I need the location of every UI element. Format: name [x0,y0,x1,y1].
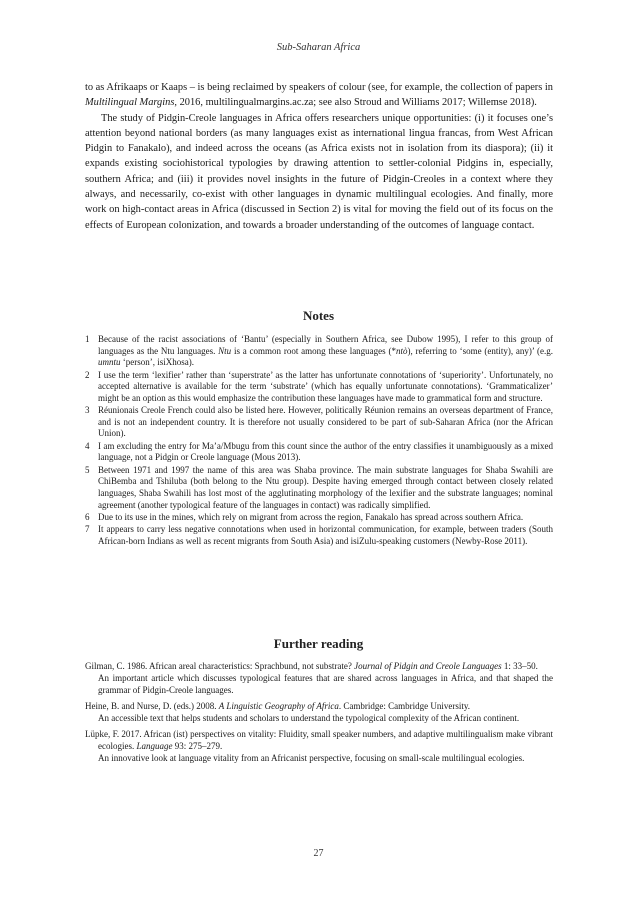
running-head: Sub-Saharan Africa [276,42,361,53]
note-text: Due to its use in the mines, which rely on migrant from across the region, Fanakalo has spread across southern Africa. [98,511,524,522]
note-item [85,334,553,369]
note-number: 7 [85,524,90,535]
note-term: Ntu [218,345,232,356]
citation-title: A Linguistic Geography of Africa [218,700,339,711]
note-number: 5 [85,464,90,475]
body-paragraph [85,80,553,111]
note-term: umntu [98,357,121,368]
citation-text: . Cambridge: Cambridge University. [338,700,471,711]
note-text: ‘person’, isiXhosa). [120,357,194,368]
note-item [85,441,553,464]
note-item [85,405,553,440]
citation-text: Heine, B. and Nurse, D. (eds.) 2008. [85,700,219,711]
note-term: ntò [395,345,408,356]
journal-title: Multilingual Margins [85,97,175,109]
citation-text: Lüpke, F. 2017. African (ist) perspectives on vitality: Fluidity, small speaker numbers, and adaptive multilingualism make vibrant ecologies. [85,728,553,751]
body-text-span: , 2016, multilingualmargins.ac.za; see also Stroud and Williams 2017; Willemse 2018). [174,97,537,109]
citation-text: 1: 33–50. [501,661,538,671]
note-number: 4 [85,440,90,451]
note-number: 3 [85,405,90,416]
citation-text: Gilman, C. 1986. African areal characteristics: Sprachbund, not substrate? [85,661,355,671]
note-number: 2 [85,369,90,380]
body-text [85,80,553,233]
citation-title: Journal of Pidgin and Creole Languages [354,661,502,671]
reading-entry [85,661,553,696]
note-number: 6 [85,511,90,522]
reading-citation [85,729,553,753]
note-text: I use the term ‘lexifier’ rather than ‘superstrate’ as the latter has unfortunate connotations of ‘superiority’. Unfortunately, no accepted alternative is available for the term ‘substrate’ (which has equally unfortunate connotations). ‘Grammaticalizer’ might be an option as this would emphasize the contribution these languages have made to grammatical form and structure. [98,369,553,403]
citation-text: 93: 275–279. [172,740,223,751]
reading-annotation: An accessible text that helps students and scholars to understand the typological complexity of the African continent. [98,712,520,723]
note-number: 1 [85,334,90,344]
note-text: It appears to carry less negative connotations when used in horizontal communication, for example, between traders (South African-born Indians as well as recent migrants from South Asia) and isiZulu-speaking customers (Newby-Rose 2011). [98,524,553,546]
notes-heading: Notes [302,308,335,323]
reading-annotation: An innovative look at language vitality from an Africanist perspective, focusing on small-scale multilingual ecologies. [98,752,525,763]
reading-entry [85,701,553,725]
note-text: Between 1971 and 1997 the name of this area was Shaba province. The main substrate languages for Shaba Swahili are ChiBemba and Tshiluba (both belong to the Ntu group). Despite having emerged through contact between closely related languages, Shaba Swahili has lost most of the agglutinating morphology of the lexifier and the substrate languages; nominal agreement (another typological feature of the languages in contact) was radically simplified. [98,464,553,510]
note-item [85,524,553,547]
body-text-span: to as Afrikaaps or Kaaps – is being reclaimed by speakers of colour (see, for example, the collection of papers in [85,82,553,93]
note-item [85,370,553,405]
note-item [85,465,553,511]
note-text: I am excluding the entry for Ma’a/Mbugu from this count since the author of the entry classifies it unambiguously as a mixed language, not a Pidgin or Creole language (Mous 2013). [98,440,553,463]
further-reading-heading: Further reading [273,636,364,651]
note-text: Because of the racist associations of ‘Bantu’ (especially in Southern Africa, see Dubow 1995), I refer to this group of languages as the Ntu languages. [98,334,553,356]
note-text: ), referring to ‘some (entity), any)’ (e.g. [407,345,553,356]
note-item [85,512,553,524]
notes-list [85,334,553,548]
body-paragraph: The study of Pidgin-Creole languages in Africa offers researchers unique opportunities: (i) it focuses one’s attention beyond national borders (as many languages exist as international lingua francas, from West African Pidgin to Fanakalo), and indeed across the oceans (as Africa exists not in isolation from its diaspora); (ii) it expands existing sociohistorical typologies by drawing attention to settler-colonial Pidgins in, especially, southern Africa; and (iii) it provides novel insights in the future of Pidgin-Creoles in a context where they always, and necessarily, co-exist with other languages in dynamic multilingual ecologies. And finally, more work on high-contact areas in Africa (discussed in Section 2) is vital for moving the field out of its focus on the effects of European colonization, and towards a broader understanding of the outcomes of language contact. [85,112,553,231]
reading-entry [85,729,553,764]
further-reading-list [85,661,553,769]
reading-annotation: An important article which discusses typological features that are shared across languages in Africa, and that shaped the grammar of Pidgin-Creole languages. [98,672,553,695]
page-number: 27 [313,848,324,859]
note-text: is a common root among these languages (* [231,345,396,356]
note-text: Réunionais Creole French could also be listed here. However, politically Réunion remains an overseas department of France, and is not an independent country. It is therefore not usually considered to be part of sub-Saharan Africa (nor the African Union). [98,405,553,439]
citation-title: Language [136,740,173,751]
reading-citation [85,661,553,673]
reading-citation [85,701,553,713]
